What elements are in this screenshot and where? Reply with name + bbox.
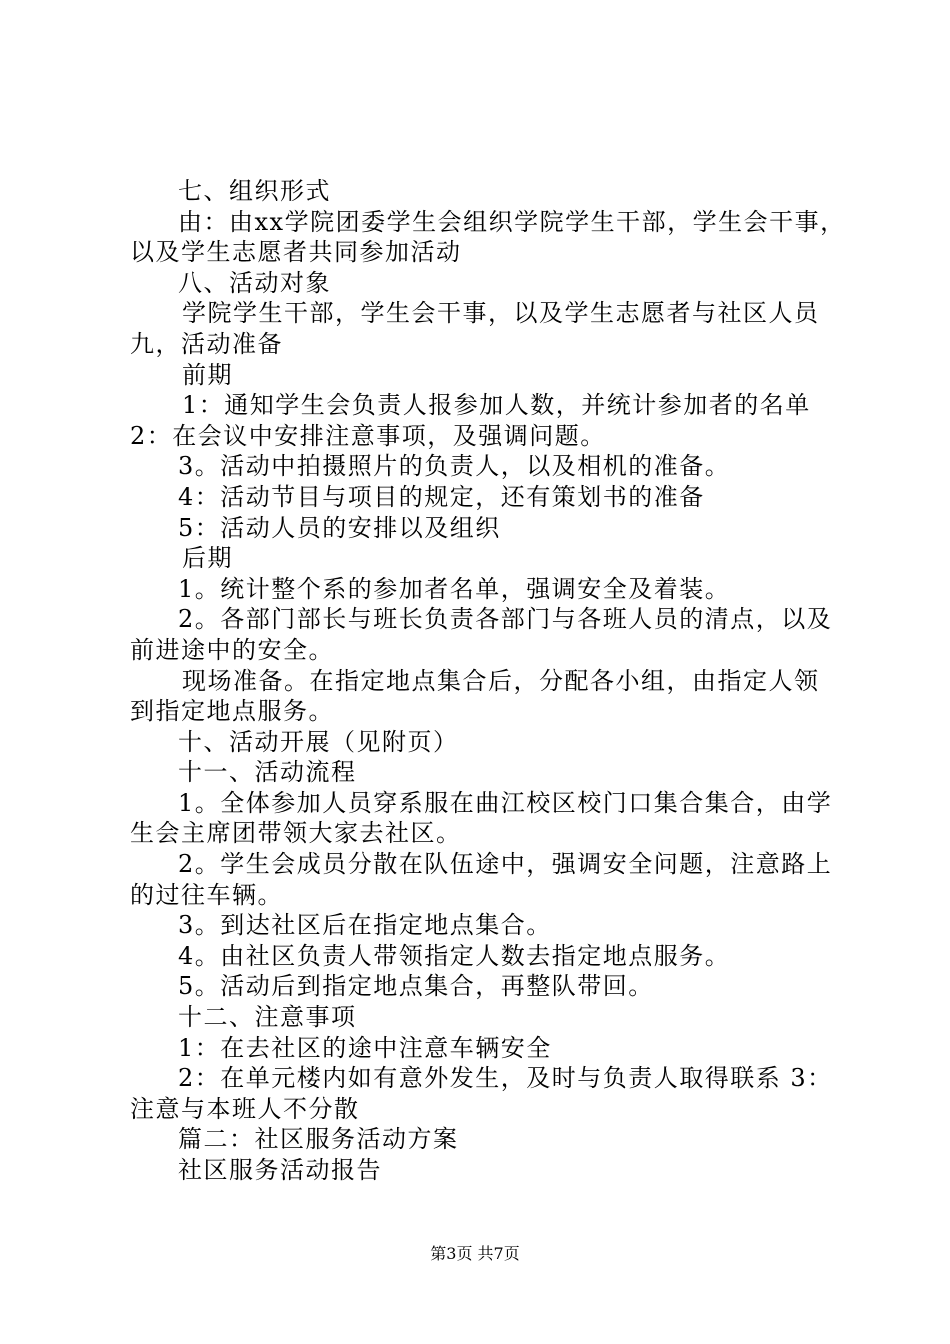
list-item: 1。全体参加人员穿系服在曲江校区校门口集合集合，由学 [178, 788, 833, 817]
list-item: 3。活动中拍摄照片的负责人，以及相机的准备。 [178, 452, 731, 481]
paragraph-line: 生会主席团带领大家去社区。 [130, 819, 462, 848]
list-item: 5：活动人员的安排以及组织 [178, 513, 501, 542]
section-heading: 社区服务活动报告 [178, 1156, 382, 1184]
list-item: 5。活动后到指定地点集合，再整队带回。 [178, 972, 654, 1001]
page-footer: 第3页 共7页 [430, 1244, 520, 1263]
list-item: 1：通知学生会负责人报参加人数，并统计参加者的名单 [182, 391, 811, 420]
list-item: 4：活动节目与项目的规定，还有策划书的准备 [178, 482, 705, 511]
paragraph-line: 学院学生干部，学生会干事，以及学生志愿者与社区人员 [182, 299, 820, 328]
list-item: 2：在会议中安排注意事项，及强调问题。 [130, 421, 606, 450]
paragraph-line: 以及学生志愿者共同参加活动 [130, 238, 462, 267]
subheading: 前期 [182, 360, 233, 389]
list-item: 2。各部门部长与班长负责各部门与各班人员的清点，以及 [178, 605, 833, 634]
list-item: 2：在单元楼内如有意外发生，及时与负责人取得联系 3： [178, 1064, 833, 1093]
list-item: 2。学生会成员分散在队伍途中，强调安全问题，注意路上 [178, 850, 833, 879]
section-heading: 十一、活动流程 [178, 758, 357, 787]
subheading: 后期 [182, 544, 233, 573]
list-item: 3。到达社区后在指定地点集合。 [178, 911, 552, 940]
list-item: 4。由社区负责人带领指定人数去指定地点服务。 [178, 941, 731, 970]
section-heading: 八、活动对象 [178, 268, 331, 297]
section-heading: 篇二：社区服务活动方案 [178, 1125, 459, 1154]
paragraph-line: 由：由xx学院团委学生会组织学院学生干部，学生会干事， [178, 207, 846, 236]
section-heading: 九，活动准备 [130, 329, 283, 358]
section-heading: 十、活动开展（见附页） [178, 727, 459, 756]
list-item: 1：在去社区的途中注意车辆安全 [178, 1033, 552, 1062]
section-heading: 十二、注意事项 [178, 1003, 357, 1032]
list-item: 1。统计整个系的参加者名单，强调安全及着装。 [178, 574, 731, 603]
paragraph-line: 前进途中的安全。 [130, 635, 334, 664]
paragraph-line: 现场准备。在指定地点集合后，分配各小组，由指定人领 [182, 666, 820, 695]
paragraph-line: 注意与本班人不分散 [130, 1094, 360, 1123]
paragraph-line: 的过往车辆。 [130, 880, 283, 909]
paragraph-line: 到指定地点服务。 [130, 697, 334, 726]
section-heading: 七、组织形式 [178, 177, 331, 205]
document-body [130, 176, 846, 1186]
